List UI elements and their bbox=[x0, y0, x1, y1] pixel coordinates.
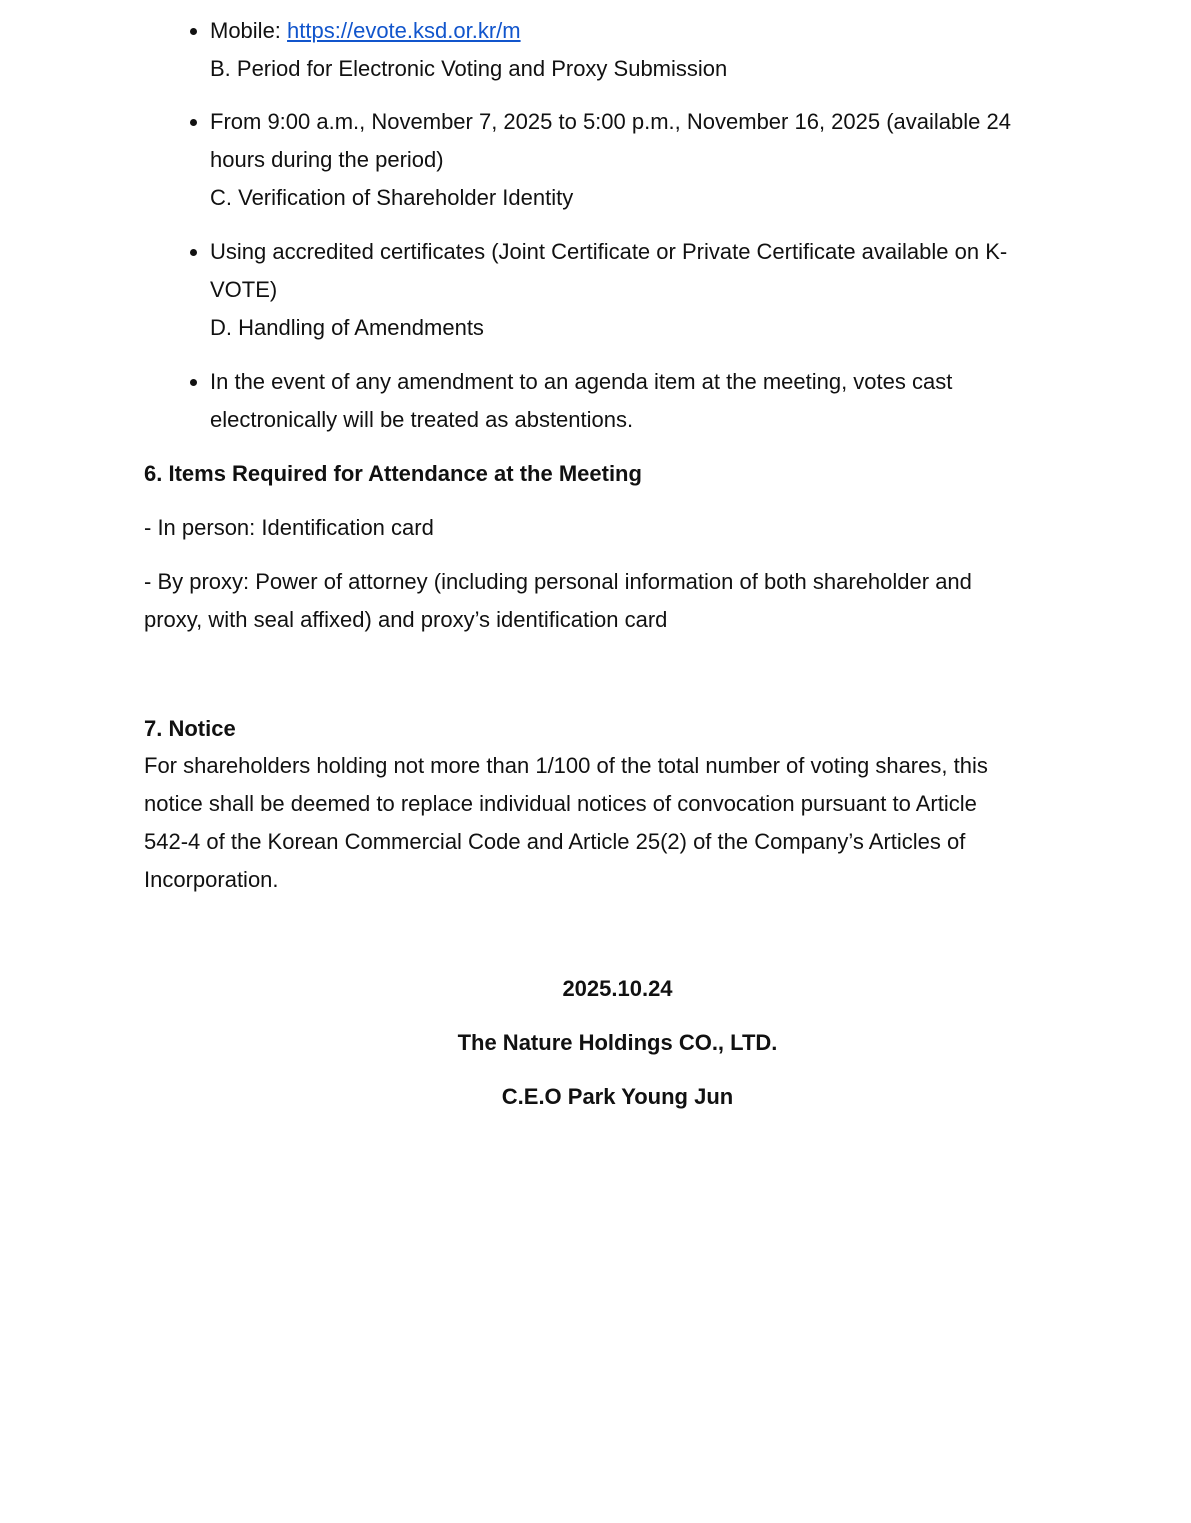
notice-date: 2025.10.24 bbox=[562, 976, 673, 1001]
amendments-line-2: electronically will be treated as abstentions. bbox=[210, 407, 634, 432]
company-name: The Nature Holdings CO., LTD. bbox=[457, 1030, 778, 1055]
notice-line-2: notice shall be deemed to replace individual notices of convocation pursuant to Article bbox=[144, 791, 977, 816]
mobile-label: Mobile: bbox=[210, 18, 288, 43]
mobile-evote-link[interactable]: https://evote.ksd.or.kr/m bbox=[287, 18, 521, 43]
amendments-line-1: In the event of any amendment to an agenda item at the meeting, votes cast bbox=[210, 369, 953, 394]
period-line-2: hours during the period) bbox=[210, 147, 444, 172]
list-item-mobile bbox=[210, 12, 1050, 88]
section-c-title: C. Verification of Shareholder Identity bbox=[210, 185, 574, 210]
list-item-amendments bbox=[210, 363, 1050, 439]
notice-line-3: 542-4 of the Korean Commercial Code and Article 25(2) of the Company’s Articles of bbox=[144, 829, 966, 854]
section-d-title: D. Handling of Amendments bbox=[210, 315, 484, 340]
list-item-certificates bbox=[210, 233, 1050, 347]
by-proxy-requirement bbox=[144, 563, 1044, 639]
bullet-icon bbox=[190, 119, 197, 126]
bullet-icon bbox=[190, 249, 197, 256]
by-proxy-line-1: - By proxy: Power of attorney (including personal information of both shareholder and bbox=[144, 569, 972, 594]
period-line-1: From 9:00 a.m., November 7, 2025 to 5:00 p.m., November 16, 2025 (available 24 bbox=[210, 109, 1011, 134]
notice-paragraph bbox=[144, 747, 1044, 899]
bullet-icon bbox=[190, 28, 197, 35]
mobile-line bbox=[210, 12, 1050, 50]
in-person-requirement: - In person: Identification card bbox=[144, 515, 434, 540]
notice-line-4: Incorporation. bbox=[144, 867, 279, 892]
bullet-icon bbox=[190, 379, 197, 386]
ceo-name: C.E.O Park Young Jun bbox=[501, 1084, 734, 1109]
section-7-heading: 7. Notice bbox=[144, 716, 236, 741]
notice-line-1: For shareholders holding not more than 1/100 of the total number of voting shares, this bbox=[144, 753, 988, 778]
section-6-heading: 6. Items Required for Attendance at the Meeting bbox=[144, 461, 642, 486]
certificates-line-2: VOTE) bbox=[210, 277, 278, 302]
certificates-line-1: Using accredited certificates (Joint Certificate or Private Certificate available on K- bbox=[210, 239, 1008, 264]
by-proxy-line-2: proxy, with seal affixed) and proxy’s identification card bbox=[144, 607, 668, 632]
section-b-title: B. Period for Electronic Voting and Proxy Submission bbox=[210, 56, 728, 81]
list-item-period bbox=[210, 103, 1050, 217]
